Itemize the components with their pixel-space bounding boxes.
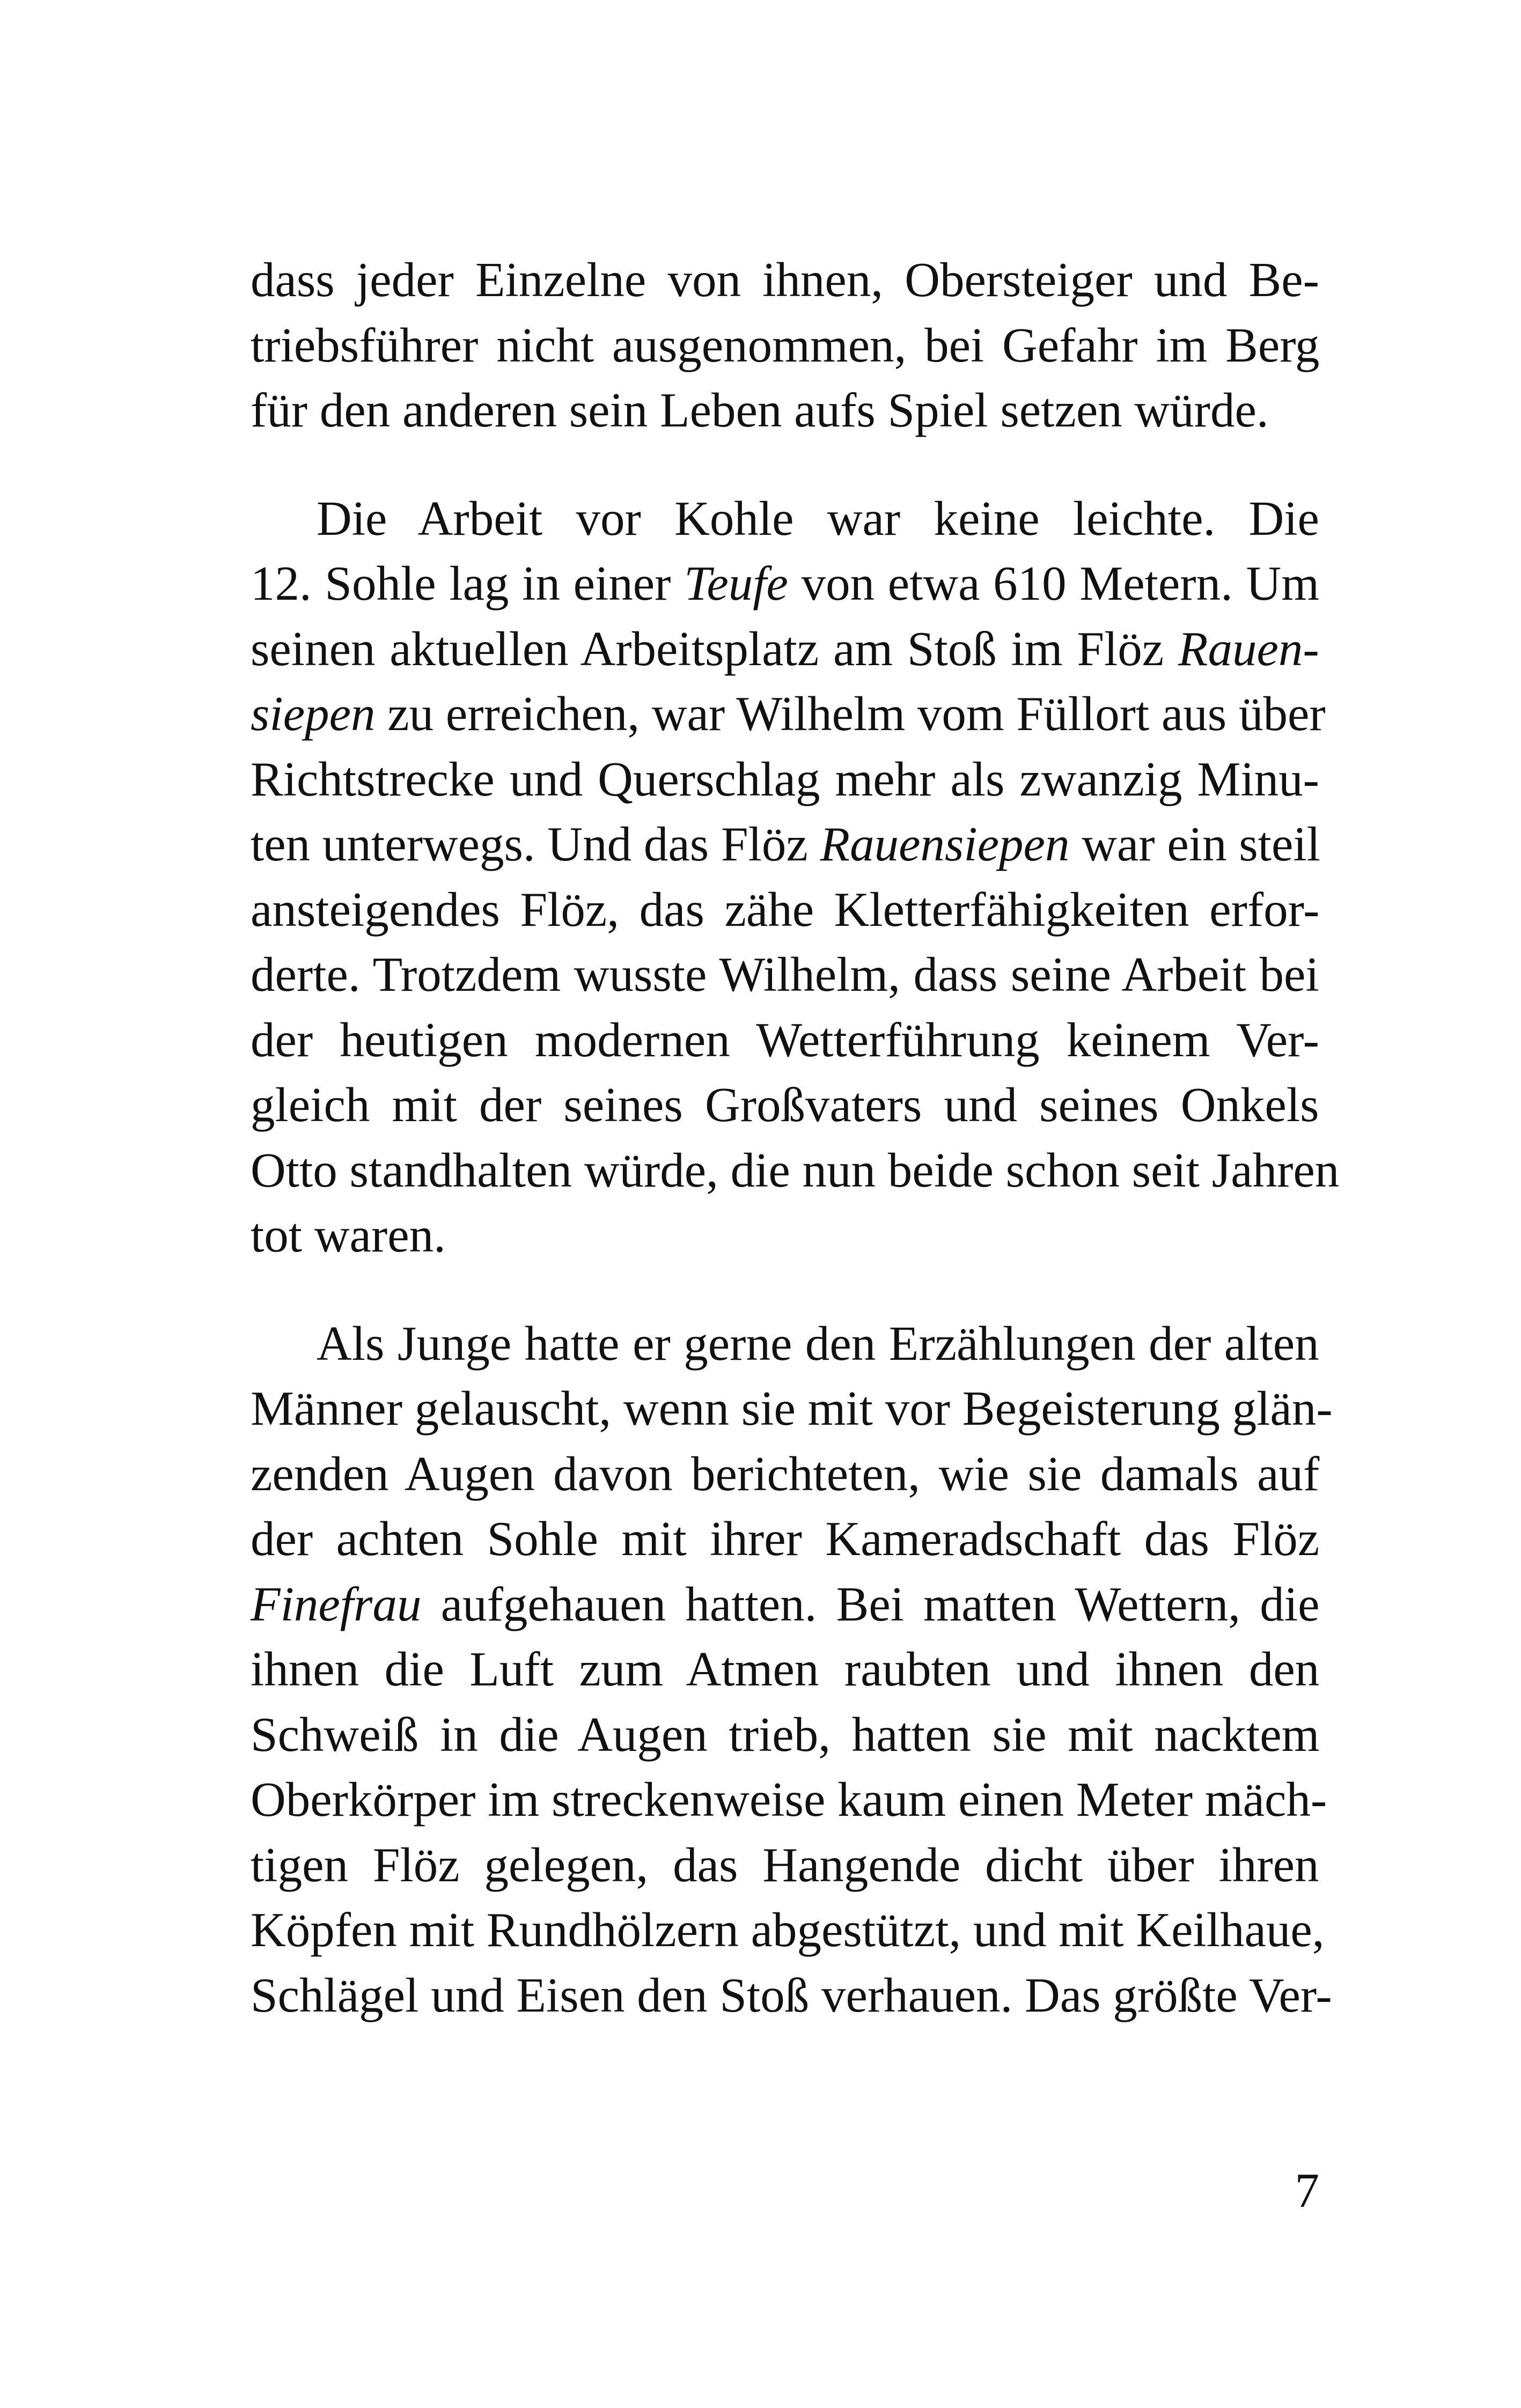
paragraph [251, 1311, 1333, 2028]
text-run: Köpfen mit Rundhölzern abgestützt, und mit Keilhaue, [251, 1903, 1325, 1957]
text-run: Richtstrecke und Querschlag mehr als zwanzig Minu- [251, 752, 1319, 806]
text-line [251, 1832, 1319, 1898]
text-run: Otto standhalten würde, die nun beide schon seit Jahren [251, 1143, 1340, 1197]
italic-term: Rauen- [1178, 621, 1319, 676]
text-line [251, 1376, 1333, 1441]
text-line [251, 812, 1319, 877]
text-run: 12. Sohle lag in einer [251, 556, 685, 610]
italic-term: siepen [251, 687, 376, 741]
text-run: derte. Trotzdem wusste Wilhelm, dass seine Arbeit bei [251, 947, 1319, 1002]
text-run: der achten Sohle mit ihrer Kameradschaft das Flöz [251, 1512, 1320, 1566]
text-run: Als Junge hatte er gerne den Erzählungen der alten [317, 1316, 1319, 1371]
page-body-text [251, 247, 1340, 2028]
text-run: triebsführer nicht ausgenommen, bei Gefahr im Berg [251, 318, 1320, 372]
paragraph [251, 486, 1340, 1268]
text-run: ten unterwegs. Und das Flöz [251, 817, 820, 871]
text-run: für den anderen sein Leben aufs Spiel setzen würde. [251, 383, 1269, 437]
text-line [251, 1702, 1319, 1768]
text-run: ansteigendes Flöz, das zähe Kletterfähigkeiten erfor- [251, 882, 1320, 937]
text-line [251, 378, 1319, 443]
text-run: zu erreichen, war Wilhelm vom Füllort aus über [375, 687, 1326, 741]
italic-term: Rauensiepen [820, 817, 1070, 871]
text-line [251, 247, 1319, 313]
text-run: gleich mit der seines Großvaters und seines Onkels [251, 1078, 1319, 1132]
text-line [251, 942, 1319, 1007]
text-line [251, 877, 1319, 942]
text-line [251, 1441, 1319, 1507]
text-run: Schweiß in die Augen trieb, hatten sie mit nacktem [251, 1707, 1320, 1762]
text-run: war ein steil [1069, 817, 1320, 871]
text-line [251, 486, 1319, 551]
text-run: von etwa 610 Metern. Um [788, 556, 1319, 610]
text-run: zenden Augen davon berichteten, wie sie damals auf [251, 1446, 1320, 1501]
text-run: Oberkörper im streckenweise kaum einen Meter mäch- [251, 1772, 1327, 1827]
text-line [251, 551, 1319, 616]
paragraph [251, 247, 1319, 443]
text-run: aufgehauen hatten. Bei matten Wettern, die [421, 1577, 1320, 1631]
text-line [251, 616, 1319, 682]
text-line [251, 1072, 1319, 1138]
text-run: der heutigen modernen Wetterführung keinem Ver- [251, 1012, 1319, 1067]
italic-term: Teufe [684, 556, 788, 610]
text-line [251, 313, 1319, 378]
text-run: dass jeder Einzelne von ihnen, Obersteiger und Be- [251, 253, 1319, 307]
text-run: Die Arbeit vor Kohle war keine leichte. Die [317, 491, 1319, 546]
text-line [251, 1963, 1332, 2028]
italic-term: Finefrau [251, 1577, 422, 1631]
text-line [251, 681, 1326, 747]
text-run: tot waren. [251, 1208, 446, 1262]
text-run: Männer gelauscht, wenn sie mit vor Begeisterung glän- [251, 1381, 1333, 1435]
text-run: seinen aktuellen Arbeitsplatz am Stoß im Flöz [251, 621, 1178, 676]
text-line [251, 1572, 1319, 1637]
text-line [251, 1007, 1319, 1073]
text-line [251, 1897, 1325, 1963]
text-line [251, 1311, 1319, 1376]
text-line [251, 747, 1319, 812]
page-number: 7 [1295, 2163, 1319, 2218]
text-line [251, 1767, 1327, 1832]
text-run: ihnen die Luft zum Atmen raubten und ihnen den [251, 1642, 1320, 1696]
text-line [251, 1506, 1319, 1572]
text-line [251, 1138, 1340, 1203]
text-line [251, 1203, 1319, 1268]
text-run: tigen Flöz gelegen, das Hangende dicht über ihren [251, 1837, 1319, 1892]
text-run: Schlägel und Eisen den Stoß verhauen. Das größte Ver- [251, 1968, 1332, 2022]
text-line [251, 1637, 1319, 1702]
